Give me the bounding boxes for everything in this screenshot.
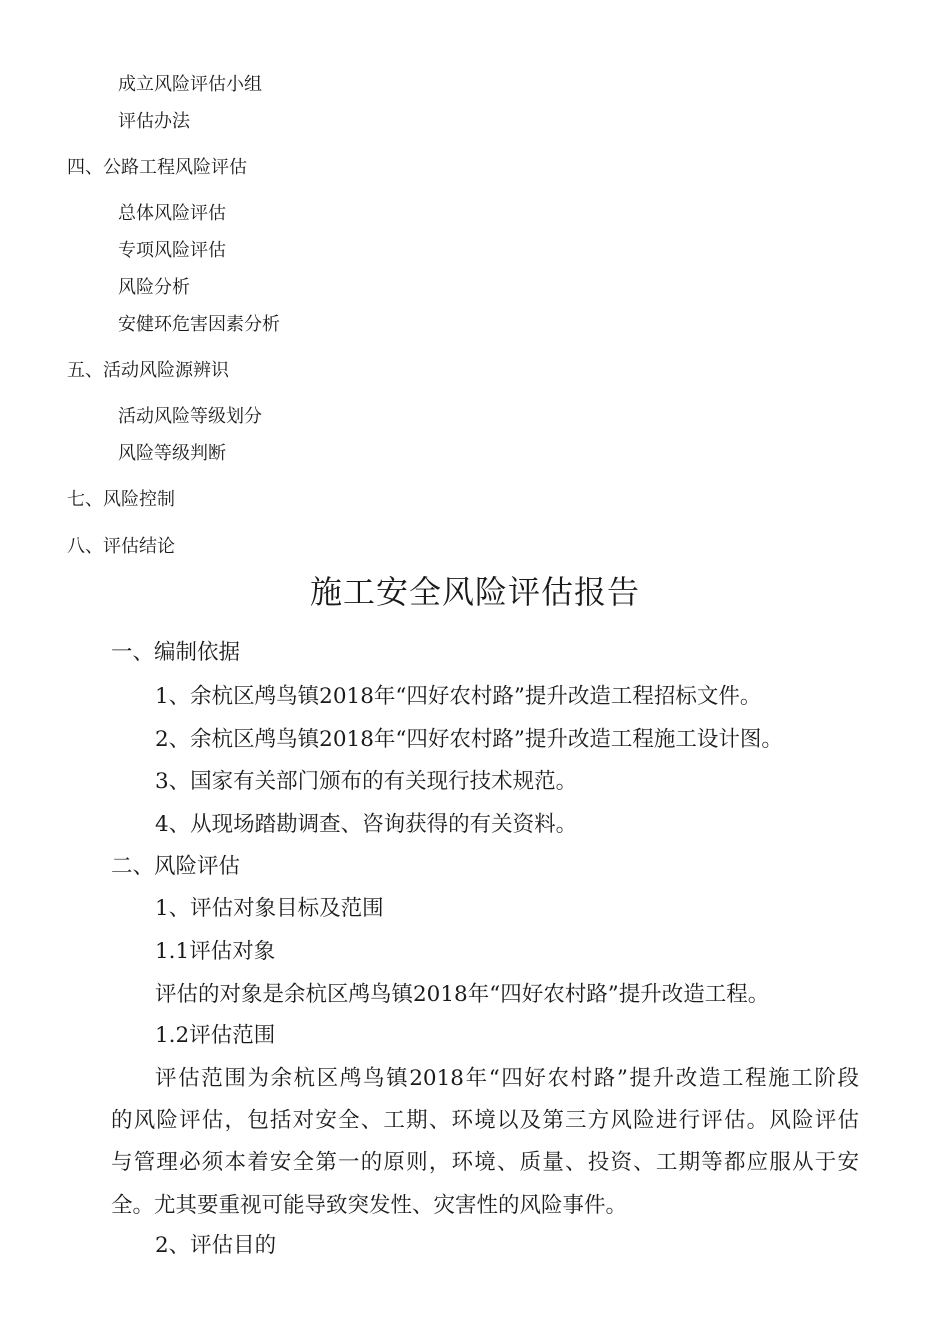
- toc-item: 风险分析: [118, 277, 190, 298]
- subsection-heading: 1.1评估对象: [155, 939, 276, 964]
- toc-item: 安健环危害因素分析: [118, 314, 280, 335]
- section-heading: 二、风险评估: [111, 854, 241, 879]
- toc-item: 评估办法: [118, 111, 190, 132]
- paragraph-line: 全。尤其要重视可能导致突发性、灾害性的风险事件。: [111, 1193, 628, 1218]
- subsection-heading: 2、评估目的: [155, 1233, 277, 1258]
- paragraph-line: 与管理必须本着安全第一的原则，环境、质量、投资、工期等都应服从于安: [111, 1150, 859, 1175]
- section-heading: 一、编制依据: [111, 640, 241, 665]
- report-title: 施工安全风险评估报告: [309, 573, 640, 611]
- subsection-heading: 1、评估对象目标及范围: [155, 896, 384, 921]
- toc-item: 总体风险评估: [118, 203, 226, 224]
- toc-item: 成立风险评估小组: [118, 74, 262, 95]
- list-item: 3、国家有关部门颁布的有关现行技术规范。: [155, 769, 578, 794]
- list-item: 2、余杭区鸬鸟镇2018年“四好农村路”提升改造工程施工设计图。: [155, 727, 783, 752]
- paragraph: 评估的对象是余杭区鸬鸟镇2018年“四好农村路”提升改造工程。: [155, 982, 770, 1007]
- toc-item: 风险等级判断: [118, 443, 226, 464]
- toc-item: 活动风险等级划分: [118, 406, 262, 427]
- toc-section-heading: 四、公路工程风险评估: [67, 157, 247, 178]
- list-item: 1、余杭区鸬鸟镇2018年“四好农村路”提升改造工程招标文件。: [155, 684, 762, 709]
- subsection-heading: 1.2评估范围: [155, 1023, 276, 1048]
- toc-item: 专项风险评估: [118, 240, 226, 261]
- paragraph-line: 的风险评估，包括对安全、工期、环境以及第三方风险进行评估。风险评估: [111, 1108, 859, 1133]
- list-item: 4、从现场踏勘调查、咨询获得的有关资料。: [155, 812, 578, 837]
- paragraph-line: 评估范围为余杭区鸬鸟镇2018年“四好农村路”提升改造工程施工阶段: [155, 1066, 859, 1091]
- toc-section-heading: 七、风险控制: [67, 489, 175, 510]
- toc-section-heading: 五、活动风险源辨识: [67, 360, 229, 381]
- toc-section-heading: 八、评估结论: [67, 536, 175, 557]
